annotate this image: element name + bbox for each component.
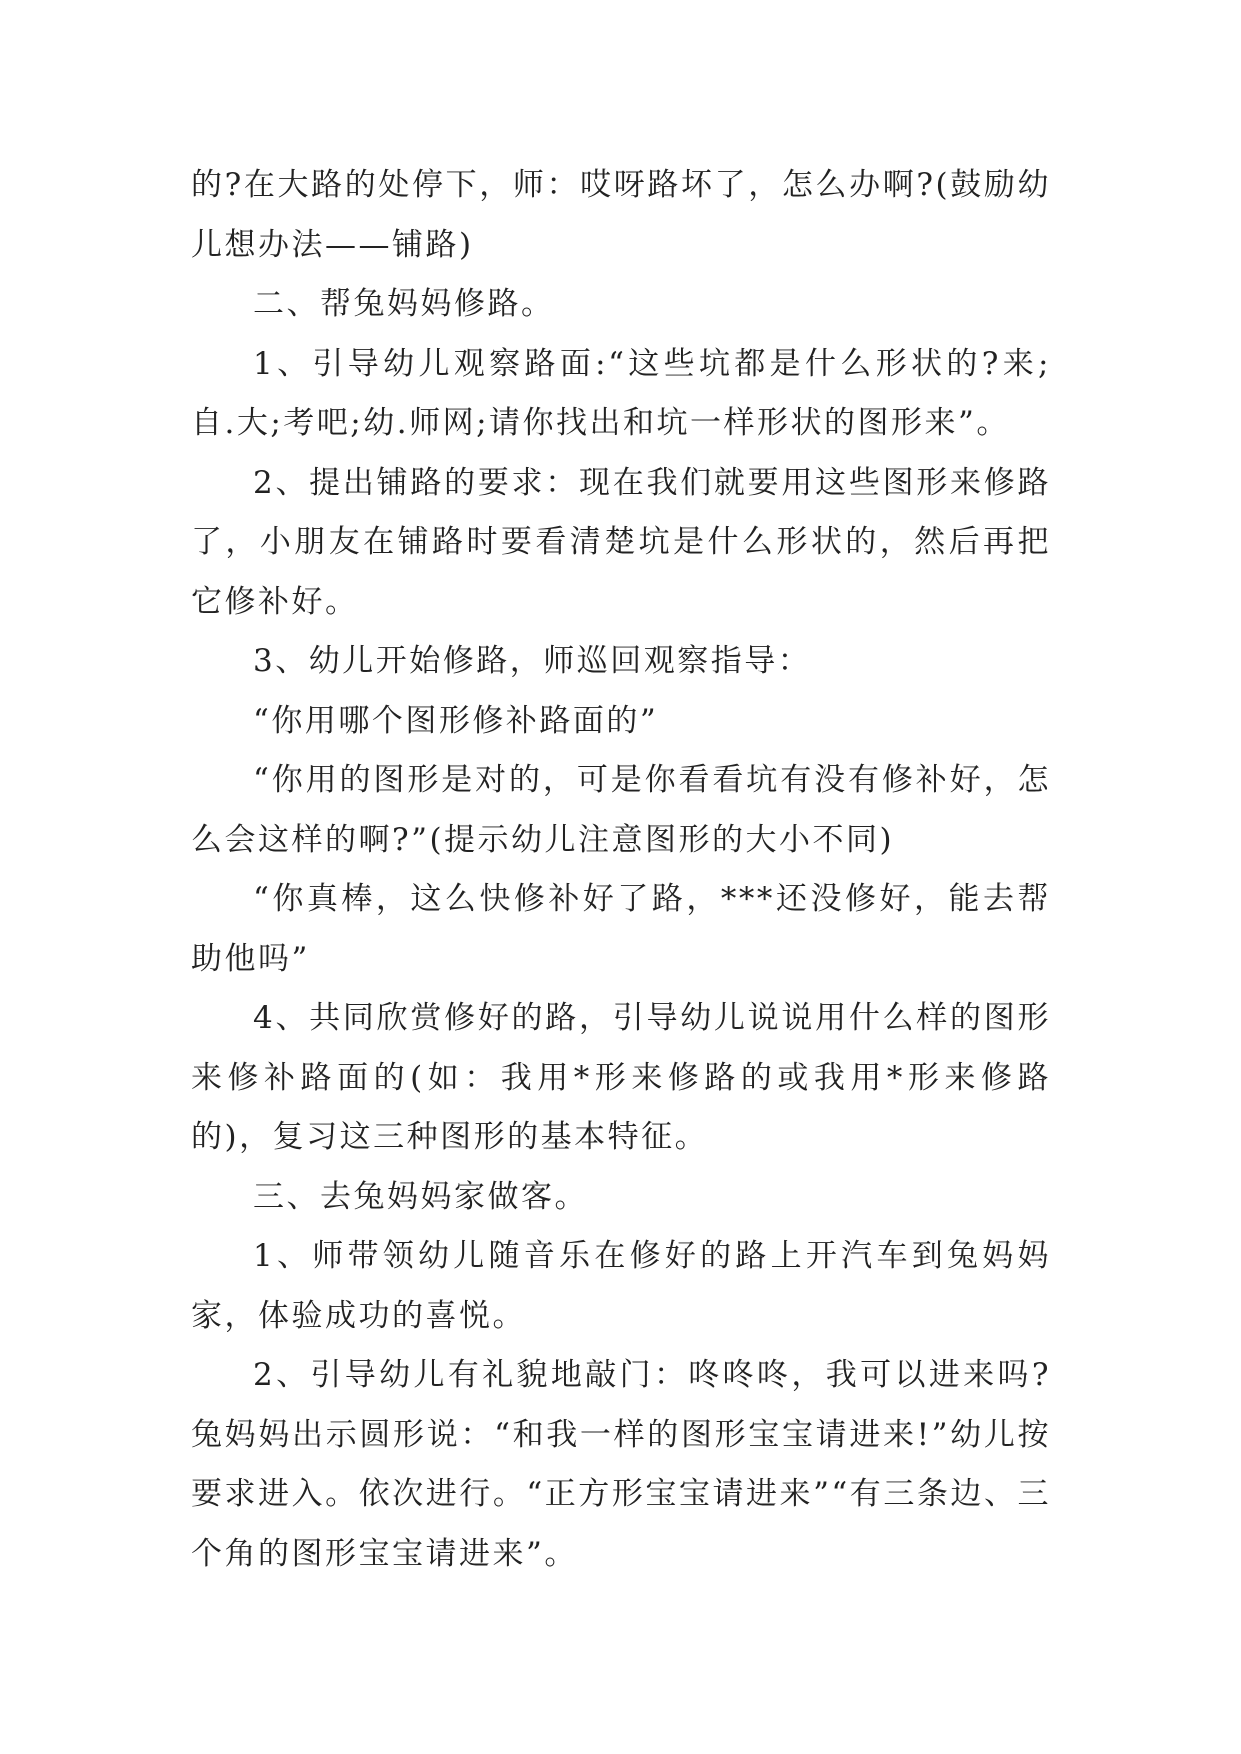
- paragraph: 3、幼儿开始修路，师巡回观察指导：: [253, 643, 812, 679]
- quote-paragraph: “你真棒，这么快修补好了路，***还没修好，能去帮助他吗”: [191, 881, 1051, 977]
- paragraph: 1、引导幼儿观察路面:“这些坑都是什么形状的?来;自.大;考吧;幼.师网;请你找出和坑一样形状的图形来”。: [191, 345, 1051, 441]
- section-heading: 二、帮兔妈妈修路。: [253, 286, 555, 322]
- paragraph: 的?在大路的处停下，师：哎呀路坏了，怎么办啊?(鼓励幼儿想办法——铺路): [191, 167, 1051, 263]
- quote-paragraph: “你用哪个图形修补路面的”: [253, 702, 659, 739]
- section-heading: 三、去兔妈妈家做客。: [253, 1178, 588, 1215]
- paragraph: 4、共同欣赏修好的路，引导幼儿说说用什么样的图形来修补路面的(如：我用*形来修路的或我用*形来修路的)，复习这三种图形的基本特征。: [191, 1000, 1051, 1155]
- quote-paragraph: “你用的图形是对的，可是你看看坑有没有修补好，怎么会这样的啊?”(提示幼儿注意图形的大小不同): [191, 762, 1051, 858]
- paragraph: 2、引导幼儿有礼貌地敲门：咚咚咚，我可以进来吗?兔妈妈出示圆形说：“和我一样的图形宝宝请进来!”幼儿按要求进入。依次进行。“正方形宝宝请进来”“有三条边、三个角的图形宝宝请进来”。: [191, 1357, 1051, 1572]
- paragraph: 1、师带领幼儿随音乐在修好的路上开汽车到兔妈妈家，体验成功的喜悦。: [191, 1238, 1051, 1334]
- document-body: [191, 156, 1051, 1584]
- paragraph: 2、提出铺路的要求：现在我们就要用这些图形来修路了，小朋友在铺路时要看清楚坑是什么形状的，然后再把它修补好。: [191, 464, 1051, 620]
